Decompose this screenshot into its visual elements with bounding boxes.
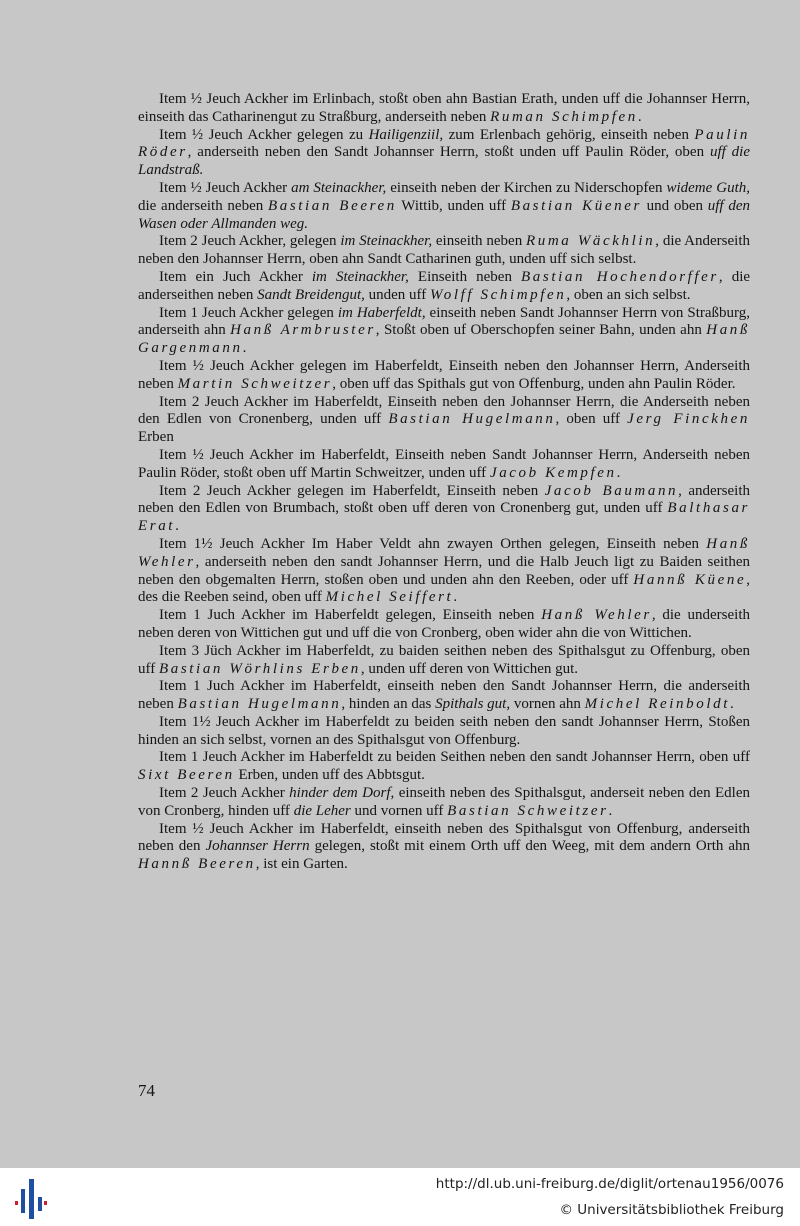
spaced-name: Sixt Beeren: [138, 767, 235, 784]
italic-place: wideme Guth,: [666, 179, 750, 196]
text-run: Item ½ Jeuch Ackher im Erlinbach, stoßt oben ahn Bastian Erath, unden uff die Johannser Herrn, einseith das Catharinengut zu Straßburg, anderseith neben: [138, 91, 750, 125]
text-run: , oben an sich selbst.: [566, 286, 691, 303]
entry-paragraph: [138, 749, 750, 785]
text-run: Item ½ Jeuch Ackher im Haberfeldt, einseith neben des Spithalsgut von Offenburg, anderseith neben den: [138, 820, 750, 855]
copyright-notice: © Universitätsbibliothek Freiburg: [559, 1202, 784, 1218]
entry-paragraph: [138, 785, 750, 821]
text-run: , anderseith neben den Sandt Johannser Herrn, stoßt unden uff Paulin Röder, oben: [187, 144, 710, 161]
spaced-name: Jerg Finckhen: [627, 411, 751, 428]
text-run: Item ½ Jeuch Ackher: [159, 179, 292, 196]
italic-place: am Steinackher,: [291, 179, 387, 196]
italic-place: im Haberfeldt,: [337, 304, 426, 321]
text-run: einseith neben des Spithalsgut, anderseit neben den Edlen von Cronberg, hinden uff: [138, 785, 750, 819]
text-run: .: [175, 518, 179, 535]
text-run: , oben uff das Spithals gut von Offenburg, unden ahn Paulin Röder.: [332, 375, 736, 392]
italic-place: Hailigenziil,: [368, 126, 444, 143]
entry-paragraph: [138, 180, 750, 233]
italic-place: im Steinackher,: [340, 233, 433, 250]
text-run: Wittib, unden uff: [396, 197, 511, 214]
text-run: und vornen uff: [350, 802, 448, 819]
entry-paragraph: [138, 536, 750, 607]
entry-paragraph: [138, 305, 750, 358]
spaced-name: Bastian Hochendorffer: [521, 268, 719, 285]
text-run: , anderseith neben den Edlen von Brumbach, stoßt oben uff deren von Cronenberg gut, unden uff: [138, 482, 750, 517]
text-run: einseith neben: [432, 233, 527, 250]
spaced-name: Paulin Röder: [138, 126, 750, 161]
text-run: .: [608, 802, 613, 819]
italic-place: Sandt Breidengut,: [257, 286, 365, 303]
body-text: [138, 91, 750, 874]
text-run: und oben: [641, 197, 708, 214]
entry-paragraph: [138, 483, 750, 536]
entry-paragraph: [138, 607, 750, 643]
text-run: , die anderseithen neben: [138, 268, 751, 303]
ub-freiburg-logo-icon: [12, 1179, 52, 1219]
text-run: Item ½ Jeuch Ackher gelegen im Haberfeldt, Einseith neben den Johannser Herrn, Anderseith neben: [138, 357, 750, 392]
text-run: Erben: [138, 429, 174, 446]
text-run: Item ½ Jeuch Ackher im Haberfeldt, Einseith neben Sandt Johannser Herrn, Anderseith neben Paulin Röder, stoßt oben uff Martin Schweitzer, unden uff: [138, 446, 750, 481]
spaced-name: Martin Schweitzer: [177, 375, 333, 392]
spaced-name: Bastian Beeren: [267, 197, 397, 214]
entry-paragraph: [138, 91, 750, 127]
text-run: Einseith neben: [408, 268, 522, 285]
spaced-name: Hanß Gargenmann: [138, 322, 750, 357]
entry-paragraph: [138, 394, 750, 447]
page-number: 74: [138, 1081, 155, 1100]
entry-paragraph: [138, 233, 750, 269]
text-run: Item 2 Jeuch Ackher im Haberfeldt, Einseith neben den Johannser Herrn, die Anderseith neben den Edlen von Cronenberg, unden uff: [138, 393, 750, 428]
italic-place: im Steinackher,: [311, 268, 409, 285]
spaced-name: Hannß Küene: [633, 571, 747, 588]
italic-place: die Leher: [293, 802, 351, 819]
text-run: Item 1 Jeuch Ackher im Haberfeldt zu beiden Seithen neben den sandt Johannser Herrn, oben uff: [159, 749, 750, 766]
spaced-name: Bastian Wörhlins Erben: [158, 660, 361, 677]
text-run: , anderseith neben den sandt Johannser Herrn, und die Halb Jeuch ligt zu Baiden seithen neben den obgemalten Herrn, stoßen oben und unden ahn den Reeben, oder uff: [138, 553, 750, 588]
spaced-name: Ruman Schimpfen: [490, 108, 638, 125]
text-run: .: [616, 464, 621, 481]
text-run: Item 1 Jeuch Ackher gelegen: [159, 304, 338, 321]
text-run: , die Anderseith neben den Johannser Herrn, oben ahn Sandt Catharinen guth, unden uff sich selbst.: [138, 233, 750, 268]
italic-place: uff den Wasen oder Allmanden weg.: [138, 197, 750, 232]
entry-paragraph: [138, 269, 750, 305]
italic-place: hinder dem Dorf,: [289, 785, 395, 802]
text-run: Item 2 Jeuch Ackher: [159, 785, 290, 802]
spaced-name: Bastian Küener: [510, 197, 642, 214]
text-run: gelegen, stoßt mit einem Orth uff den Weeg, mit dem andern Orth ahn: [309, 838, 750, 855]
text-run: Item 2 Jeuch Ackher, gelegen: [159, 233, 341, 250]
entry-paragraph: [138, 714, 750, 750]
text-run: Item 1 Juch Ackher im Haberfeldt, einseith neben den Sandt Johannser Herrn, die anderseith neben: [138, 678, 750, 713]
spaced-name: Wolff Schimpfen: [430, 286, 567, 303]
text-run: einseith neben Sandt Johannser Herrn von Straßburg, anderseith ahn: [138, 304, 750, 339]
entry-paragraph: [138, 643, 750, 679]
text-run: unden uff: [364, 286, 431, 303]
text-run: einseith neben der Kirchen zu Niderschopfen: [386, 179, 667, 196]
text-run: , Stoßt oben uf Oberschopfen seiner Bahn, unden ahn: [375, 322, 707, 339]
text-run: , ist ein Garten.: [255, 856, 348, 873]
text-run: Item ½ Jeuch Ackher gelegen zu: [159, 126, 369, 143]
text-run: , unden uff deren von Wittichen gut.: [360, 660, 579, 677]
spaced-name: Bastian Hugelmann: [388, 411, 556, 428]
spaced-name: Jacob Baumann: [544, 482, 679, 499]
entry-paragraph: [138, 358, 750, 394]
text-run: Erben, unden uff des Abbtsgut.: [234, 767, 425, 784]
text-run: , oben uff: [555, 411, 628, 428]
italic-place: Spithals gut,: [435, 696, 511, 713]
entry-paragraph: [138, 821, 750, 874]
spaced-name: Michel Seiffert: [325, 589, 454, 606]
text-run: .: [730, 696, 734, 713]
text-run: .: [637, 108, 642, 125]
text-run: , des die Reeben seind, oben uff: [138, 571, 750, 606]
spaced-name: Hanß Armbruster: [230, 322, 376, 339]
spaced-name: Bastian Schweitzer: [447, 802, 609, 819]
entry-paragraph: [138, 678, 750, 714]
entry-paragraph: [138, 127, 750, 180]
spaced-name: Balthasar Erat: [138, 500, 750, 535]
text-run: Item 2 Jeuch Ackher gelegen im Haberfeldt, Einseith neben: [159, 482, 545, 499]
footer-bar: [0, 1168, 800, 1226]
spaced-name: Michel Reinboldt: [584, 696, 730, 713]
source-url-link[interactable]: http://dl.ub.uni-freiburg.de/diglit/ortenau1956/0076: [435, 1176, 784, 1192]
text-run: vornen ahn: [510, 696, 585, 713]
spaced-name: Bastian Hugelmann: [177, 696, 342, 713]
spaced-name: Jacob Kempfen: [489, 464, 617, 481]
text-run: , hinden an das: [341, 696, 436, 713]
spaced-name: Hanß Wehler: [138, 535, 750, 570]
text-run: , die underseith neben deren von Wittichen gut und uff die von Cronberg, oben wider ahn die von Wittichen.: [138, 607, 750, 641]
text-run: .: [453, 589, 458, 606]
text-run: die anderseith neben: [138, 197, 268, 214]
entry-paragraph: [138, 447, 750, 483]
text-run: .: [242, 340, 247, 357]
text-run: Item 1 Juch Ackher im Haberfeldt gelegen, Einseith neben: [159, 607, 542, 624]
italic-place: Johannser Herrn: [205, 838, 310, 855]
text-run: zum Erlenbach gehörig, einseith neben: [443, 126, 695, 143]
spaced-name: Hanß Wehler: [541, 607, 652, 624]
text-run: Item 3 Jüch Ackher im Haberfeldt, zu baiden seithen neben des Spithalsgut zu Offenburg, oben uff: [138, 642, 750, 677]
text-run: Item 1½ Jeuch Ackher Im Haber Veldt ahn zwayen Orthen gelegen, Einseith neben: [159, 535, 707, 552]
text-run: Item 1½ Jeuch Ackher im Haberfeldt zu beiden seith neben den sandt Johannser Herrn, Stoßen hinden an sich selbst, vornen an des Spithalsgut von Offenburg.: [138, 713, 750, 748]
spaced-name: Ruma Wäckhlin: [526, 233, 656, 250]
text-run: Item ein Juch Ackher: [159, 268, 312, 285]
spaced-name: Hannß Beeren: [138, 856, 256, 873]
italic-place: uff die Landstraß.: [138, 144, 750, 179]
